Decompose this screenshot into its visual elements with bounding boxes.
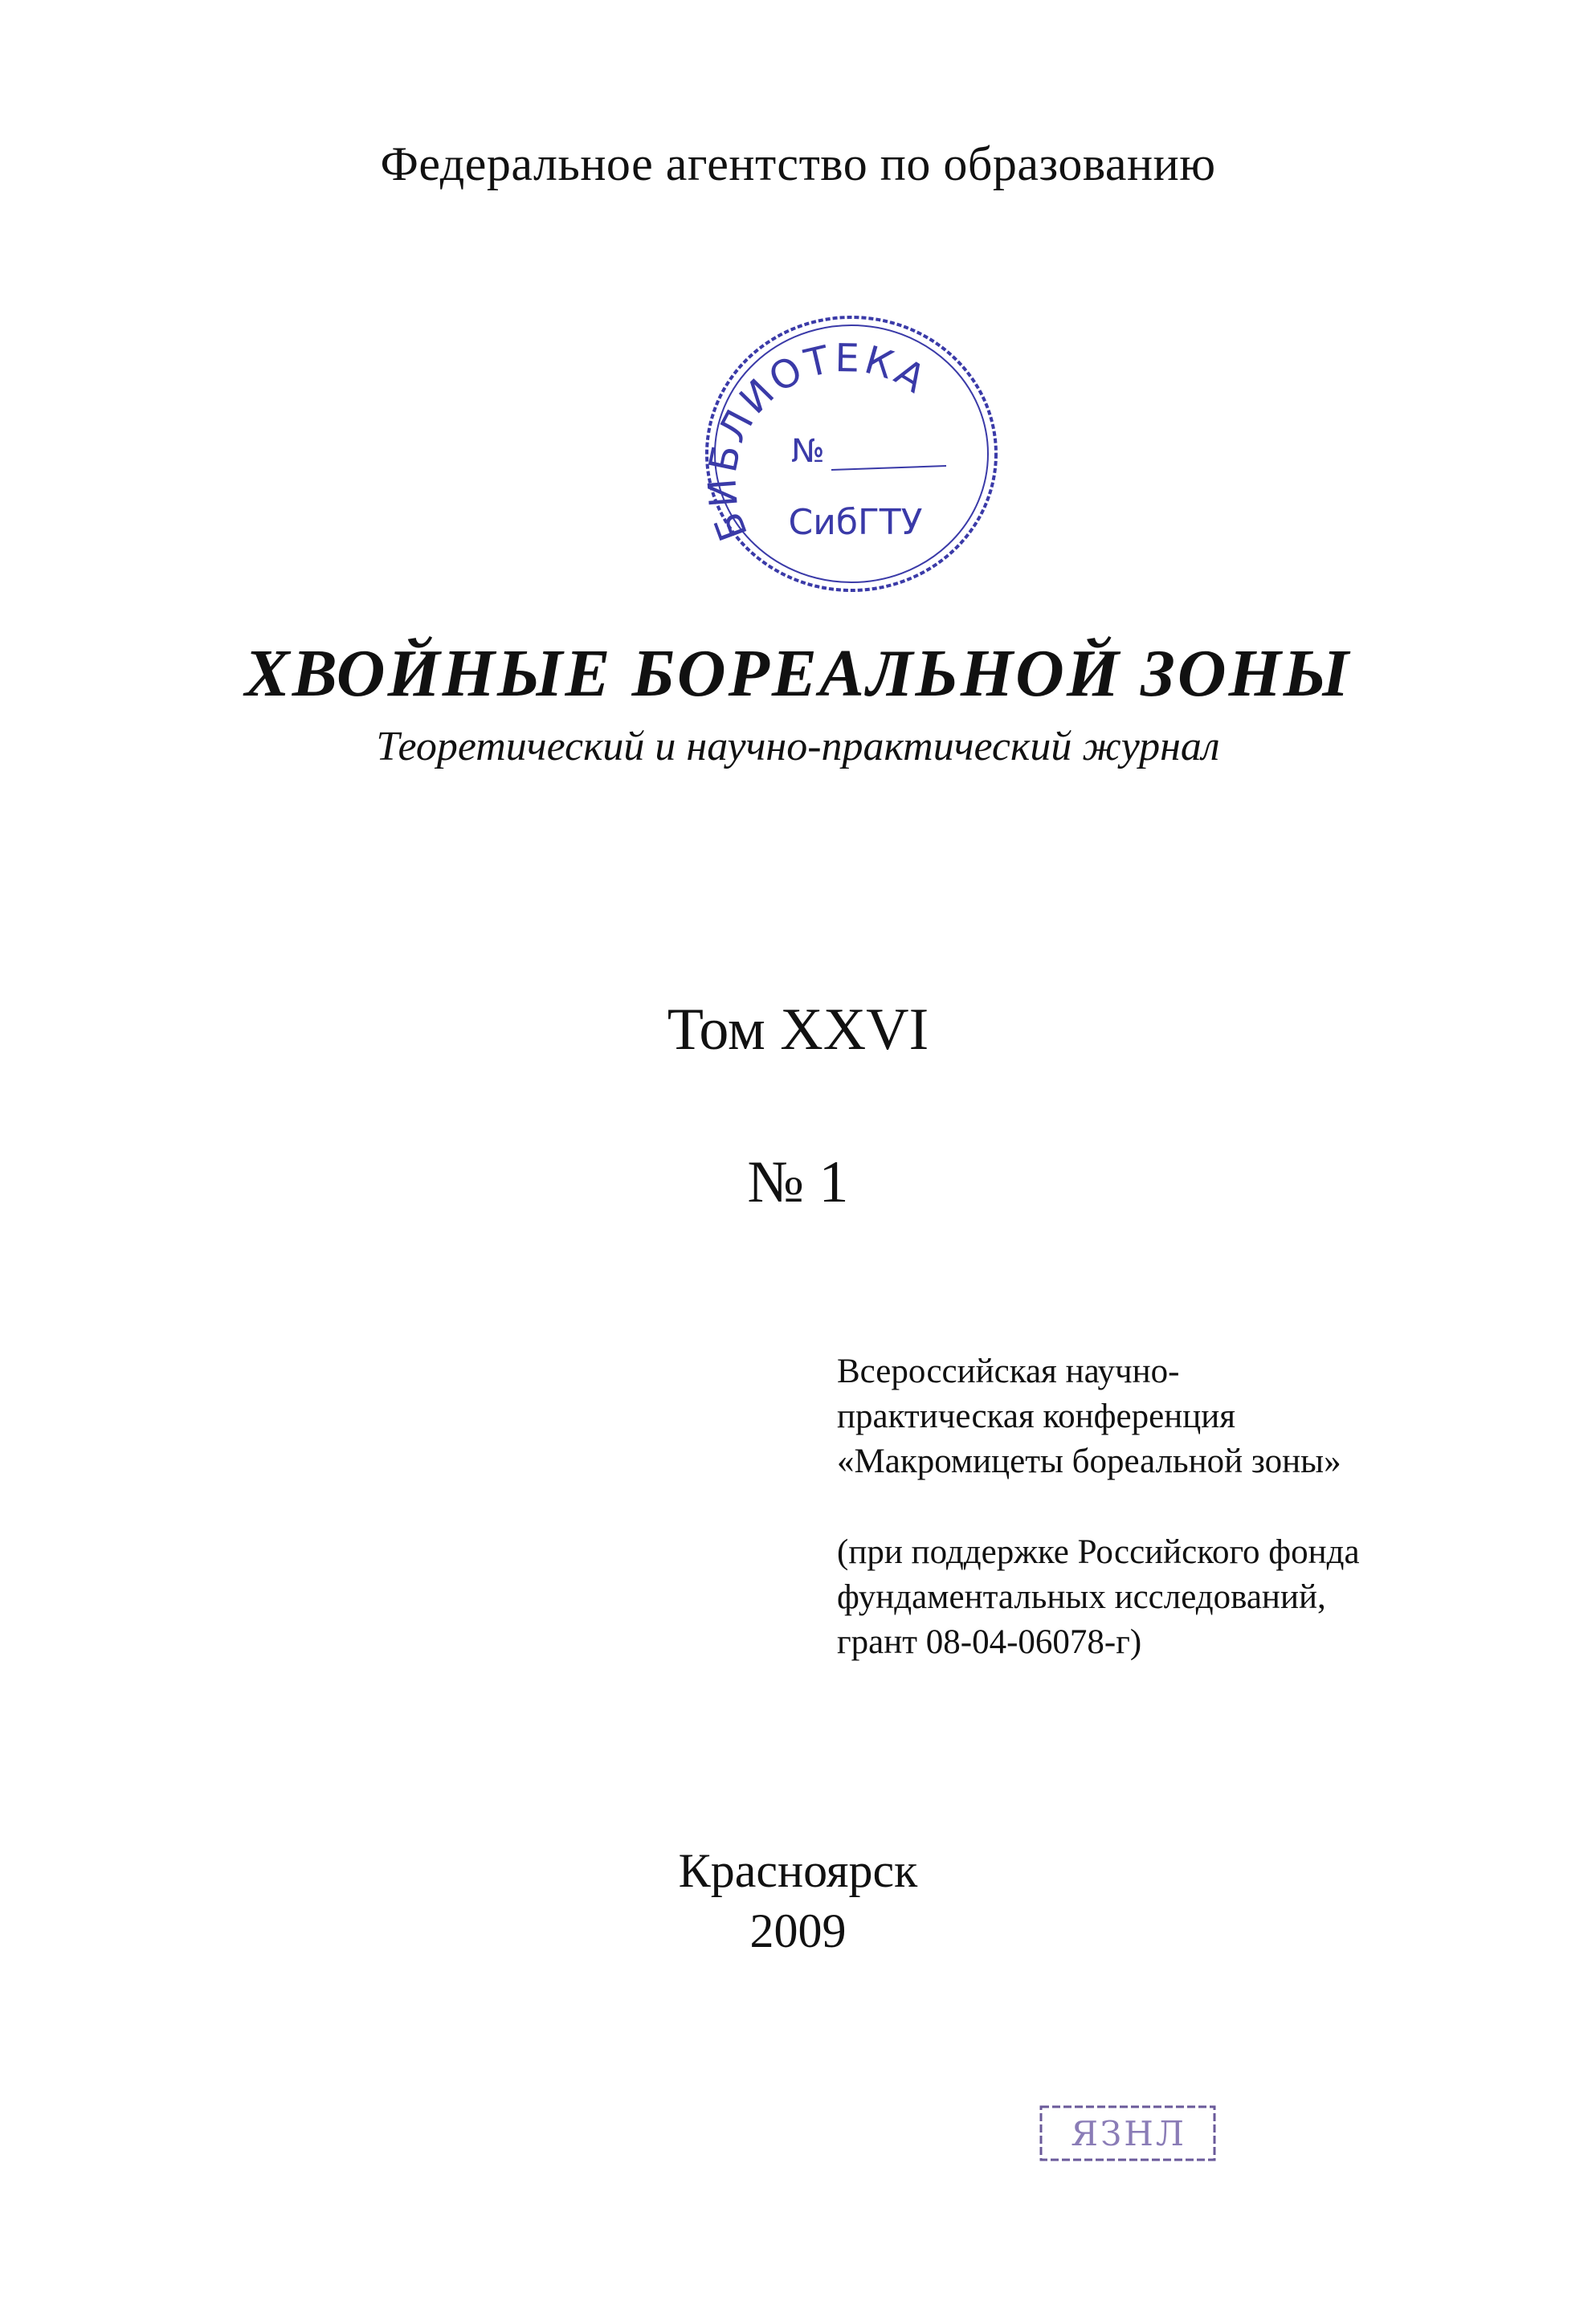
conference-line: практическая конференция [837, 1398, 1236, 1435]
grant-line: грант 08-04-06078-г) [837, 1623, 1142, 1661]
journal-subtitle: Теоретический и научно-практический журнал [376, 724, 1220, 769]
archive-stamp [1036, 2100, 1221, 2166]
issue-number: № 1 [747, 1149, 849, 1215]
imprint-city: Красноярск [678, 1844, 918, 1897]
conference-line: Всероссийская научно- [837, 1353, 1180, 1390]
grant-line: фундаментальных исследований, [837, 1578, 1326, 1616]
grant-line: (при поддержке Российского фонда [837, 1533, 1360, 1571]
stamp-number-label: № [791, 433, 825, 470]
stamp-arc-text: БИБЛИОТЕКА [700, 335, 937, 547]
volume-label: Том XXVI [667, 997, 929, 1063]
imprint-year: 2009 [749, 1904, 847, 1957]
stamp-number-line [831, 466, 946, 470]
library-stamp [691, 301, 1028, 598]
conference-line: «Макромицеты бореальной зоны» [837, 1443, 1341, 1480]
conference-block [837, 1349, 1496, 1484]
stamp-institution: СибГТУ [788, 502, 923, 543]
agency-heading: Федеральное агентство по образованию [380, 137, 1216, 190]
archive-stamp-text: ЯЗНЛ [1071, 2114, 1186, 2153]
grant-block [837, 1530, 1496, 1665]
journal-title: ХВОЙНЫЕ БОРЕАЛЬНОЙ ЗОНЫ [244, 636, 1352, 711]
